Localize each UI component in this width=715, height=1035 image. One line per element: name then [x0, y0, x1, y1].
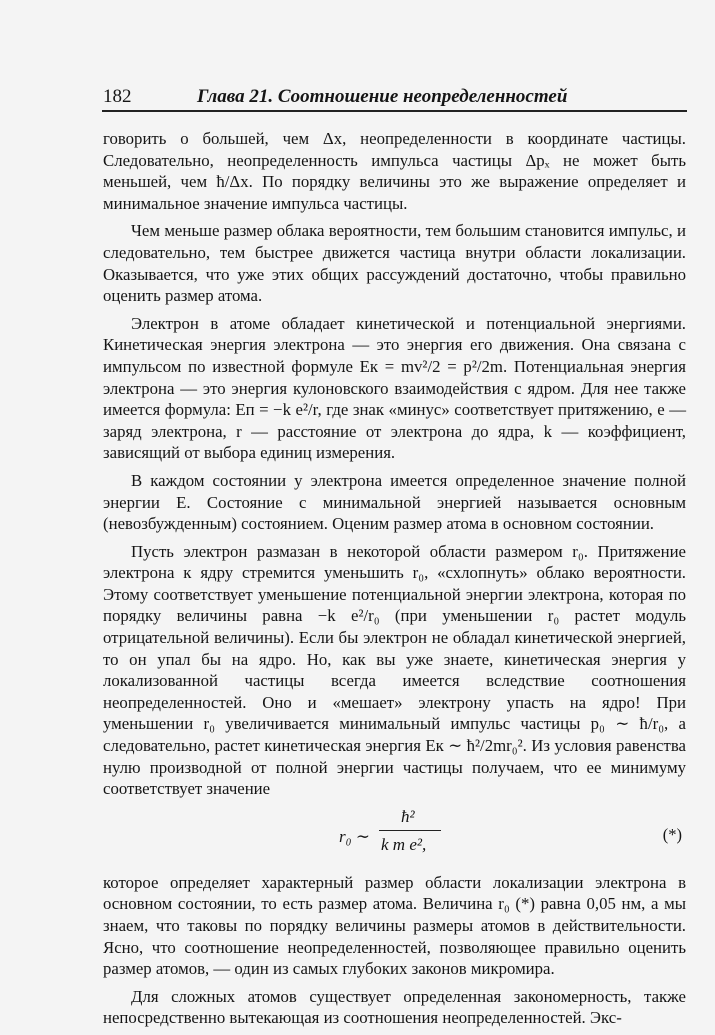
running-title: Глава 21. Соотношение неопределенностей: [197, 86, 568, 107]
paragraph-3: Электрон в атоме обладает кинетической и потенциальной энергиями. Кинетическая энергия электрона — это энергия его движения. Она связана с импульсом по известной формуле Eк = mv²/2 = p²/2m. Потенциальная энергия электрона — это энергия кулоновского взаимодействия с ядром. Для нее также имеется формула: Eп = −k e²/r, где знак «минус» соответствует притяжению, e — заряд электрона, r — расстояние от электрона до ядра, k — коэффициент, зависящий от выбора единиц измерения.: [103, 313, 686, 463]
formula-denominator: k m e²,: [381, 834, 427, 854]
paragraph-7: Для сложных атомов существует определенная закономерность, также непосредственно вытекающая из соотношения неопределенностей. Экс-: [103, 986, 686, 1028]
fraction-bar: [379, 830, 441, 831]
formula-lhs: r₀ ∼: [339, 826, 371, 846]
equation-label: (*): [662, 824, 682, 844]
paragraph-2: Чем меньше размер облака вероятности, тем большим становится импульс, и следовательно, тем быстрее движется частица внутри области локализации. Оказывается, что уже этих общих рассуждений достаточно, чтобы правильно оценить размер атома.: [103, 221, 686, 306]
header-rule: [102, 110, 687, 112]
body-text: [103, 128, 686, 1035]
page-header: [103, 86, 688, 108]
formula-numerator: ħ²: [401, 806, 415, 826]
atom-size-formula: [103, 806, 686, 866]
paragraph-4: В каждом состоянии у электрона имеется определенное значение полной энергии E. Состояние с минимальной энергией называется основным (невозбужденным) состоянием. Оценим размер атома в основном состоянии.: [103, 470, 686, 534]
page-number: 182: [103, 86, 132, 107]
paragraph-6: которое определяет характерный размер области локализации электрона в основном состоянии, то есть размер атома. Величина r₀ (*) равна 0,05 нм, а мы знаем, что таковы по порядку величины размеры атомов в действительности. Ясно, что соотношение неопределенностей, позволяющее правильно оценить размер атомов, — один из самых глубоких законов микромира.: [103, 872, 686, 979]
paragraph-1: говорить о большей, чем Δx, неопределенности в координате частицы. Следовательно, неопределенность импульса частицы Δpₓ не может быть меньшей, чем ħ/Δx. По порядку величины это же выражение определяет и минимальное значение импульса частицы.: [103, 129, 686, 213]
paragraph-5: Пусть электрон размазан в некоторой области размером r₀. Притяжение электрона к ядру стремится уменьшить r₀, «схлопнуть» облако вероятности. Этому соответствует уменьшение потенциальной энергии электрона, которая по порядку величины равна −k e²/r₀ (при уменьшении r₀ растет модуль отрицательной величины). Если бы электрон не обладал кинетической энергией, то он упал бы на ядро. Но, как вы уже знаете, кинетическая энергия у локализованной частицы всегда имеется вследствие соотношения неопределенностей. Оно и «мешает» электрону упасть на ядро! При уменьшении r₀ увеличивается минимальный импульс частицы p₀ ∼ ħ/r₀, а следовательно, растет кинетическая энергия Eк ∼ ħ²/2mr₀². Из условия равенства нулю производной от полной энергии частицы получаем, что ее минимуму соответствует значение: [103, 541, 686, 799]
